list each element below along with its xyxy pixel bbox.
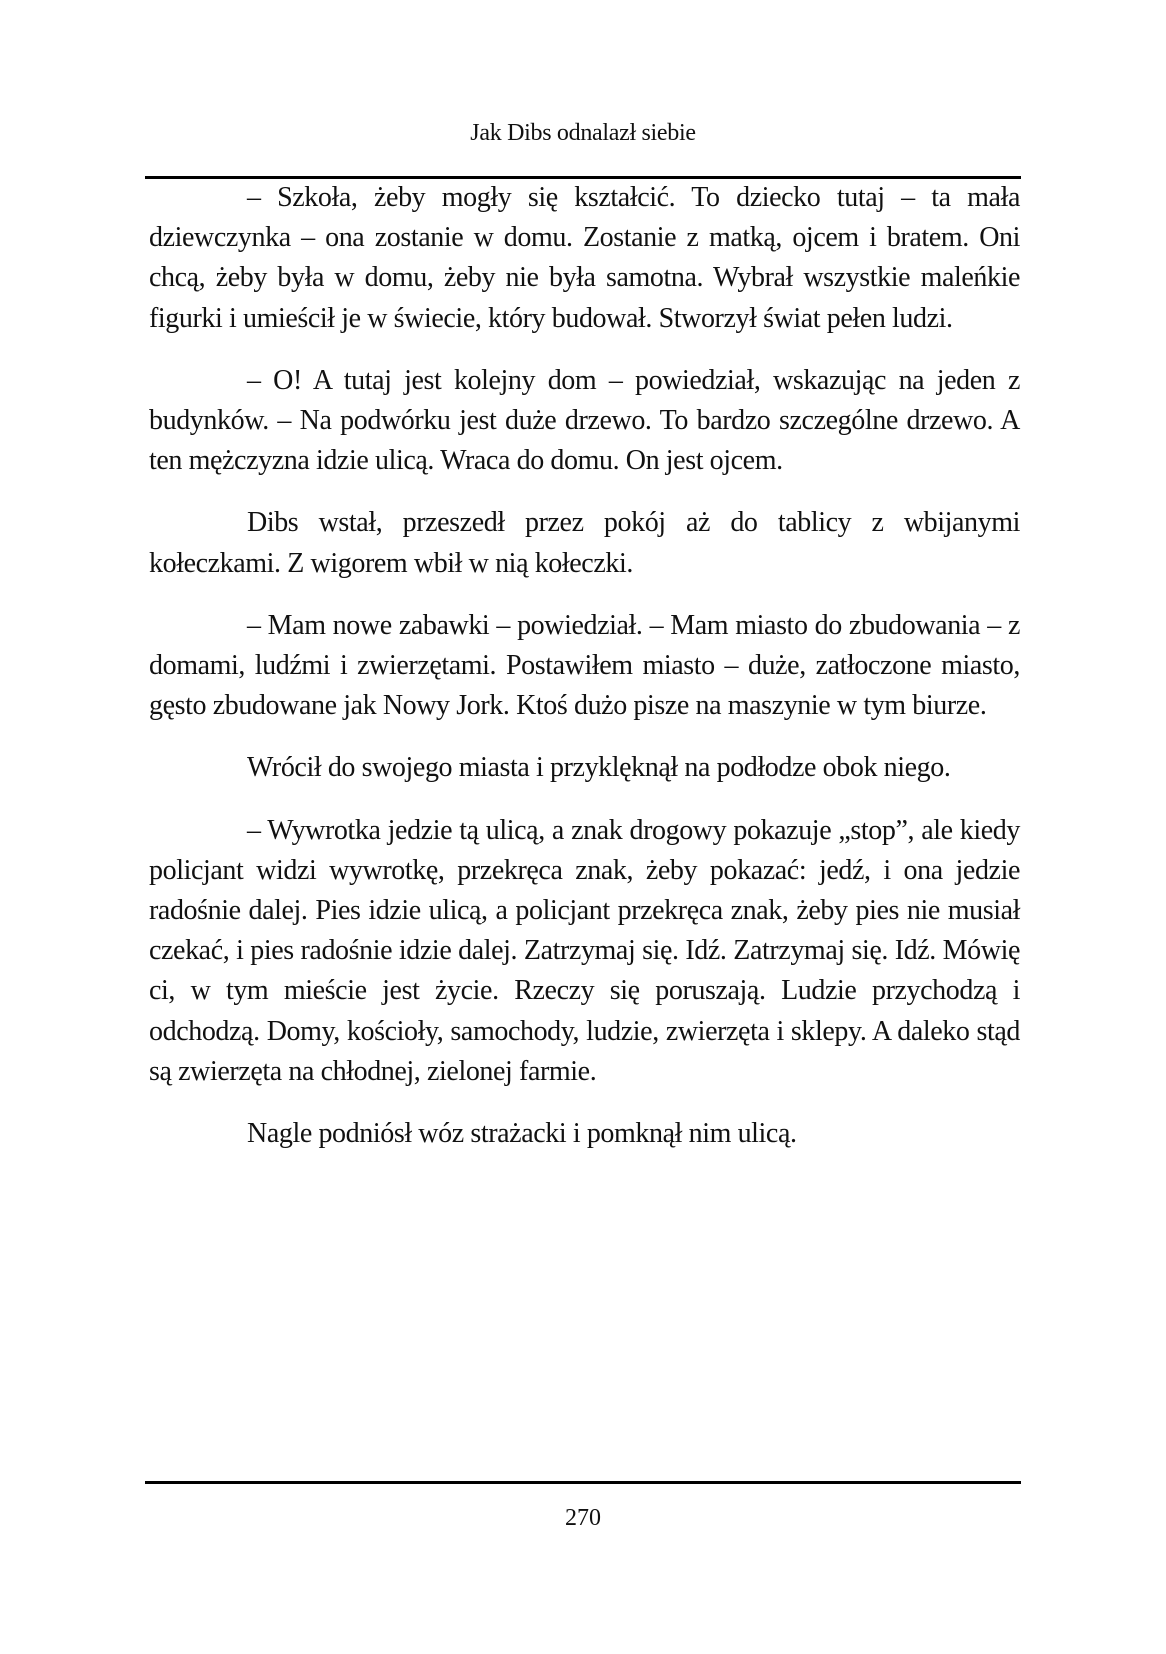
paragraph: – Wywrotka jedzie tą ulicą, a znak drogowy pokazuje „stop”, ale kiedy policjant widzi wywrotkę, przekręca znak, żeby pokazać: jedź, i ona jedzie radośnie dalej. Pies idzie ulicą, a policjant przekręca znak, żeby pies nie musiał czekać, i pies radośnie idzie dalej. Zatrzymaj się. Idź. Zatrzymaj się. Idź. Mówię ci, w tym mieście jest życie. Rzeczy się poruszają. Ludzie przychodzą i odchodzą. Domy, kościoły, samochody, ludzie, zwierzęta i sklepy. A daleko stąd są zwierzęta na chłodnej, zielonej farmie. xyxy=(149,814,1020,1087)
page-number: 270 xyxy=(565,1505,601,1531)
paragraph: – Szkoła, żeby mogły się kształcić. To dziecko tutaj – ta mała dziewczynka – ona zostanie w domu. Zostanie z matką, ojcem i bratem. Oni chcą, żeby była w domu, żeby nie była samotna. Wybrał wszystkie maleńkie figurki i umieścił je w świecie, który budował. Stworzył świat pełen ludzi. xyxy=(149,182,1020,334)
paragraph: – Mam nowe zabawki – powiedział. – Mam miasto do zbudowania – z domami, ludźmi i zwierzętami. Postawiłem miasto – duże, zatłoczone miasto, gęsto zbudowane jak Nowy Jork. Ktoś dużo pisze na maszynie w tym biurze. xyxy=(149,609,1020,722)
footer-rule xyxy=(145,1481,1021,1484)
running-header: Jak Dibs odnalazł siebie xyxy=(470,120,696,146)
page-body xyxy=(149,178,1020,1176)
paragraph: Wrócił do swojego miasta i przyklęknął na podłodze obok niego. xyxy=(247,752,951,784)
paragraph: Nagle podniósł wóz strażacki i pomknął nim ulicą. xyxy=(247,1118,797,1150)
paragraph: – O! A tutaj jest kolejny dom – powiedział, wskazując na jeden z budynków. – Na podwórku jest duże drzewo. To bardzo szczególne drzewo. A ten mężczyzna idzie ulicą. Wraca do domu. On jest ojcem. xyxy=(149,364,1020,477)
paragraph: Dibs wstał, przeszedł przez pokój aż do tablicy z wbijanymi kołeczkami. Z wigorem wbił w nią kołeczki. xyxy=(149,507,1020,579)
